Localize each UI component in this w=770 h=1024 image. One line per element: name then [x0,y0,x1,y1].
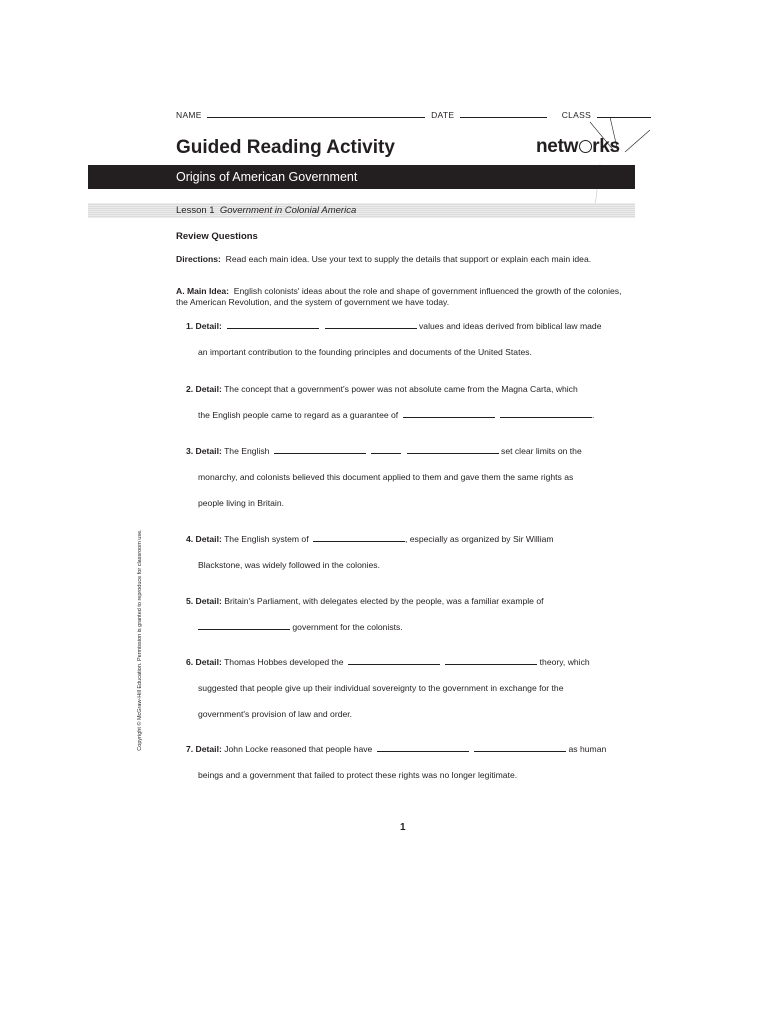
lesson-heading: Lesson 1 Government in Colonial America [176,205,357,216]
detail-4-line2: Blackstone, was widely followed in the colonies. [198,560,380,570]
detail-2-line2: the English people came to regard as a guarantee of . [198,410,595,420]
detail-6-line2: suggested that people give up their individual sovereignty to the government in exchange for the [198,683,564,693]
blank-3c[interactable] [407,453,499,454]
detail-3: 3. Detail: The English set clear limits on the [186,446,582,456]
networks-logo: netw rks [536,136,620,157]
detail-5-line2: government for the colonists. [198,622,403,633]
blank-2a[interactable] [403,417,495,418]
blank-6a[interactable] [348,664,440,665]
detail-1-line2: an important contribution to the founding principles and documents of the United States. [198,347,532,357]
class-label: CLASS [561,110,592,120]
name-blank[interactable] [207,117,425,118]
page-title: Guided Reading Activity [176,137,395,158]
section-heading: Review Questions [176,231,258,242]
globe-icon [579,140,592,153]
detail-3-line3: people living in Britain. [198,498,284,508]
blank-1b[interactable] [325,328,417,329]
blank-3b[interactable] [371,453,401,454]
detail-7-line2: beings and a government that failed to protect these rights was no longer legitimate. [198,770,518,780]
main-idea: A. Main Idea: English colonists' ideas about the role and shape of government influenced the growth of the colonies, the American Revolution, and the system of government we have today. [176,286,622,307]
detail-2: 2. Detail: The concept that a government's power was not absolute came from the Magna Carta, which [186,384,578,394]
blank-5a[interactable] [198,629,290,630]
blank-4a[interactable] [313,541,405,542]
detail-5: 5. Detail: Britain's Parliament, with delegates elected by the people, was a familiar example of [186,596,544,606]
detail-3-line2: monarchy, and colonists believed this document applied to them and gave them the same rights as [198,472,574,482]
detail-4: 4. Detail: The English system of , especially as organized by Sir William [186,534,554,544]
detail-6-line3: government's provision of law and order. [198,709,353,719]
blank-6b[interactable] [445,664,537,665]
blank-2b[interactable] [500,417,592,418]
copyright-notice: Copyright © McGraw-Hill Education. Permission is granted to reproduce for classroom use. [137,529,143,751]
name-label: NAME [176,110,202,120]
blank-1a[interactable] [227,328,319,329]
detail-6: 6. Detail: Thomas Hobbes developed the theory, which [186,657,590,667]
subtitle-band [88,165,635,189]
blank-7b[interactable] [474,751,566,752]
directions: Directions: Read each main idea. Use your text to supply the details that support or explain each main idea. [176,254,592,264]
subtitle: Origins of American Government [176,170,358,184]
blank-7a[interactable] [377,751,469,752]
date-blank[interactable] [460,117,547,118]
date-label: DATE [431,110,455,120]
lesson-band [88,203,635,218]
blank-3a[interactable] [274,453,366,454]
detail-1: 1. Detail: values and ideas derived from biblical law made [186,321,602,331]
detail-7: 7. Detail: John Locke reasoned that people have as human [186,744,607,754]
page-number: 1 [400,822,406,833]
decorative-lines [570,112,660,212]
